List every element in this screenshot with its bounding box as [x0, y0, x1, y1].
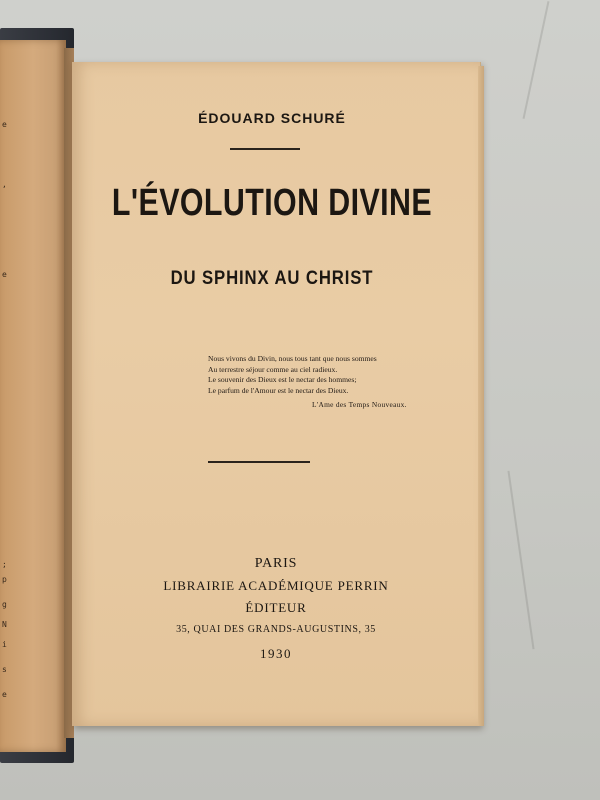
imprint-publisher: LIBRAIRIE ACADÉMIQUE PERRIN: [163, 578, 389, 593]
title-page: [72, 62, 481, 726]
epigraph: [208, 354, 438, 396]
left-page-text-edge: e , e ; p g N i s e: [2, 120, 7, 699]
book-title: L'ÉVOLUTION DIVINE: [111, 182, 433, 224]
page-edge: [478, 66, 484, 726]
epigraph-line: Le parfum de l'Amour est le nectar des Dieux.: [208, 385, 349, 395]
imprint-year: 1930: [260, 646, 292, 661]
epigraph-line: Nous vivons du Divin, nous tous tant que nous sommes: [208, 354, 377, 363]
author-name: ÉDOUARD SCHURÉ: [198, 110, 346, 126]
imprint-city: PARIS: [254, 556, 298, 571]
imprint-address: 35, QUAI DES GRANDS-AUGUSTINS, 35: [176, 624, 376, 635]
imprint-role: ÉDITEUR: [245, 600, 307, 615]
table-crack: [507, 471, 534, 650]
table-crack: [523, 1, 550, 119]
epigraph-line: Au terrestre séjour comme au ciel radieux.: [208, 364, 338, 374]
epigraph-attribution: L'Ame des Temps Nouveaux.: [312, 400, 407, 409]
epigraph-line: Le souvenir des Dieux est le nectar des hommes;: [208, 375, 357, 384]
book-subtitle: DU SPHINX AU CHRIST: [170, 268, 374, 289]
top-divider: [230, 148, 300, 150]
bottom-divider: [208, 461, 310, 463]
left-page: [0, 40, 66, 752]
